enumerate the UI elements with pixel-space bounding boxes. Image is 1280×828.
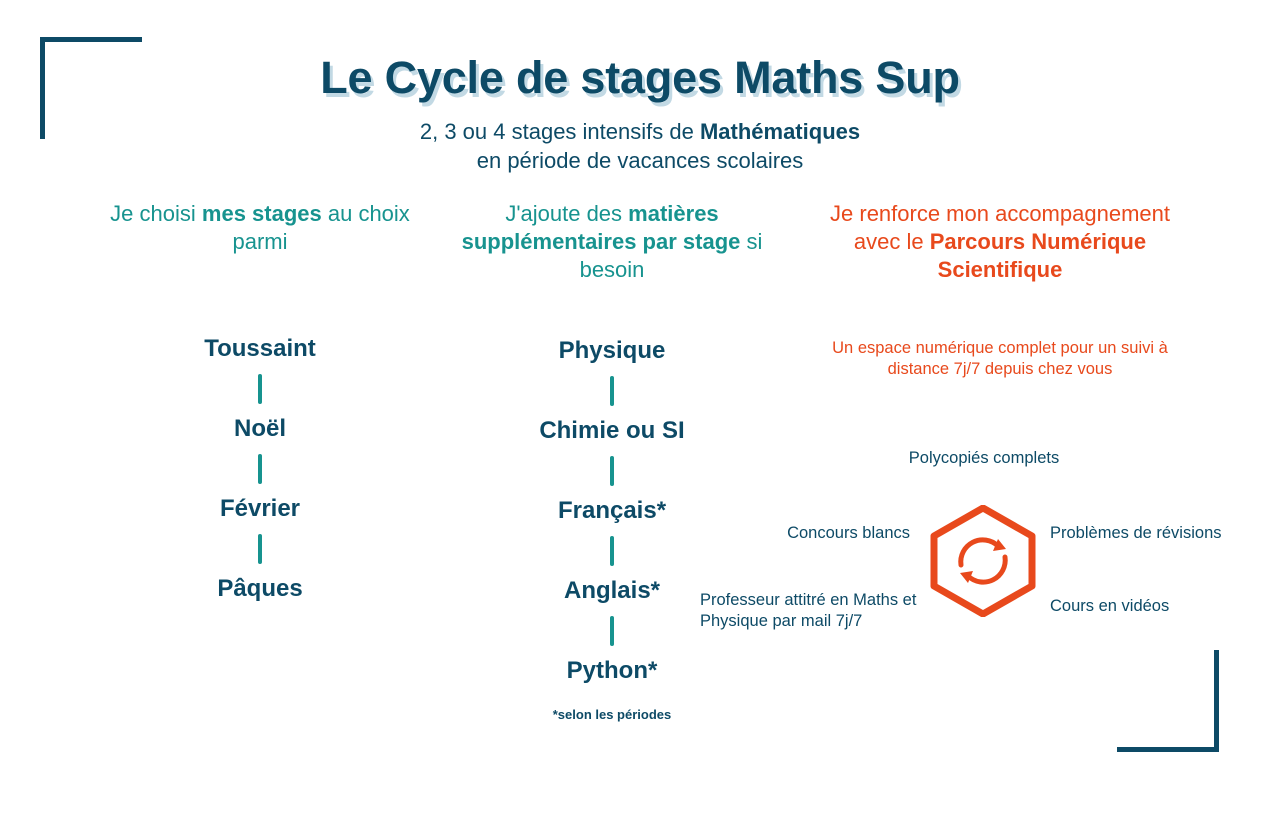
page-title: Le Cycle de stages Maths Sup bbox=[320, 52, 960, 103]
feature-concours-blancs: Concours blancs bbox=[787, 524, 910, 542]
chain-connector bbox=[258, 374, 262, 404]
column-subjects-heading bbox=[452, 200, 772, 284]
stage-item-toussaint: Toussaint bbox=[204, 335, 316, 362]
column-subjects-heading-pre: J'ajoute des bbox=[505, 201, 629, 226]
column-digital-blurb: Un espace numérique complet pour un suivi à distance 7j/7 depuis chez vous bbox=[832, 339, 1168, 378]
subject-item-python: Python* bbox=[566, 657, 658, 684]
subject-item-anglais: Anglais* bbox=[563, 577, 661, 604]
subject-item-francais: Français* bbox=[557, 497, 667, 524]
page-subtitle bbox=[0, 117, 1280, 175]
subject-item-physique: Physique bbox=[558, 337, 666, 364]
stage-item-noel: Noël bbox=[233, 415, 286, 442]
column-stages-heading bbox=[90, 200, 430, 256]
chain-connector bbox=[610, 456, 614, 486]
hexagon-cycle-graphic bbox=[928, 505, 1038, 617]
corner-bracket-bottom-right bbox=[1117, 650, 1219, 752]
feature-professeur-attitre: Professeur attitré en Maths et Physique par mail 7j/7 bbox=[700, 591, 917, 630]
column-subjects bbox=[452, 200, 772, 722]
chain-connector bbox=[610, 616, 614, 646]
feature-cours-videos: Cours en vidéos bbox=[1050, 597, 1170, 615]
column-digital-heading bbox=[820, 200, 1180, 284]
chain-connector bbox=[610, 376, 614, 406]
column-stages bbox=[90, 200, 430, 602]
chain-connector bbox=[258, 454, 262, 484]
column-subjects-heading-bold: matières supplémentaires par stage bbox=[461, 201, 741, 254]
subtitle-line-1-bold: Mathématiques bbox=[699, 119, 861, 144]
column-digital-heading-bold: Parcours Numérique Scientifique bbox=[929, 229, 1147, 282]
chain-connector bbox=[610, 536, 614, 566]
column-stages-heading-post: au choix parmi bbox=[232, 201, 410, 254]
column-stages-heading-pre: Je choisi bbox=[110, 201, 202, 226]
feature-problemes-revisions: Problèmes de révisions bbox=[1050, 524, 1222, 542]
column-digital-program bbox=[820, 200, 1180, 378]
subjects-footnote: *selon les périodes bbox=[552, 707, 672, 722]
column-digital-heading-pre: Je renforce mon accompagnement avec le bbox=[830, 201, 1170, 254]
subtitle-line-1 bbox=[0, 117, 1280, 146]
feature-polycopies: Polycopiés complets bbox=[908, 449, 1060, 467]
subtitle-line-2: en période de vacances scolaires bbox=[476, 148, 804, 173]
refresh-cycle-icon bbox=[928, 505, 1038, 617]
column-subjects-heading-post: si besoin bbox=[579, 229, 763, 282]
stages-chain bbox=[90, 335, 430, 603]
subject-item-chimie-si: Chimie ou SI bbox=[539, 417, 685, 444]
subtitle-line-1-pre: 2, 3 ou 4 stages intensifs de bbox=[419, 119, 700, 144]
stage-item-paques: Pâques bbox=[217, 575, 303, 602]
stage-item-fevrier: Février bbox=[219, 495, 301, 522]
chain-connector bbox=[258, 534, 262, 564]
column-stages-heading-bold: mes stages bbox=[201, 201, 322, 226]
